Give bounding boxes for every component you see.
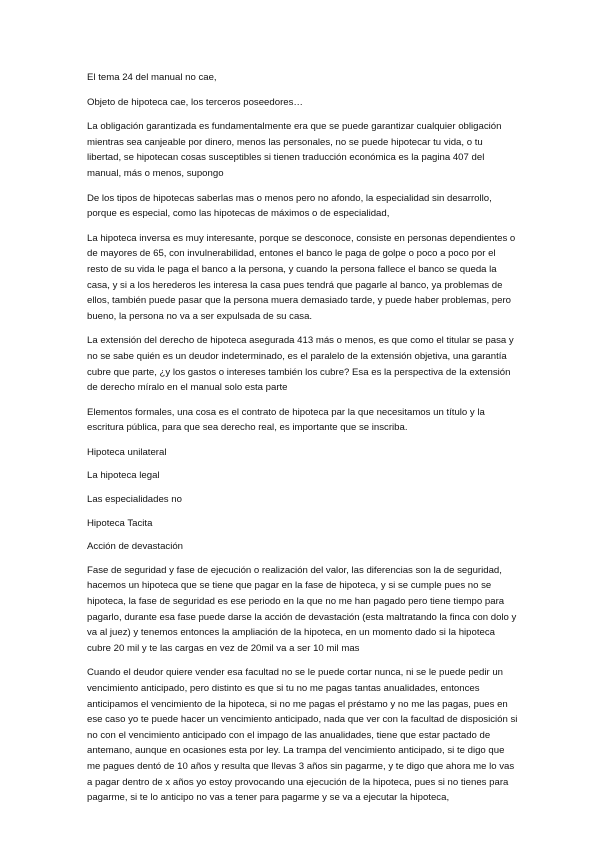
paragraph-hipoteca-inversa: La hipoteca inversa es muy interesante, porque se desconoce, consiste en personas dependientes o de mayores de 65, con invulnerabilidad, entones el banco le paga de golpe o poco a poco por el resto de su vida le paga el banco a la persona, y cuando la persona fallece el banco se queda la casa, y si a los herederos les interesa la casa pues tendrá que pagarle al banco, ya problemas de ellos, también puede pasar que la persona muera demasiado tarde, y puede haber problemas, pero bueno, la persona no va a ser expulsada de su casa.	[87, 232, 516, 322]
document-page	[87, 70, 519, 815]
list-item-especialidades: Las especialidades no	[87, 494, 182, 506]
paragraph-tipos-hipotecas: De los tipos de hipotecas saberlas mas o menos pero no afondo, la especialidad sin desarrollo, porque es especial, como las hipotecas de máximos o de especialidad,	[87, 192, 492, 220]
paragraph-obligacion-garantizada: La obligación garantizada es fundamentalmente era que se puede garantizar cualquier obligación mientras sea canjeable por dinero, menos las personales, no se puede hipotecar tu vida, o tu libertad, se hipotecan cosas susceptibles si tienen traducción económica es la pagina 407 del manual, más o menos, supongo	[87, 121, 502, 179]
paragraph-objeto-hipoteca: Objeto de hipoteca cae, los terceros poseedores…	[87, 96, 303, 108]
list-item-accion-devastacion: Acción de devastación	[87, 541, 183, 553]
list-item-hipoteca-unilateral: Hipoteca unilateral	[87, 446, 167, 458]
list-item-hipoteca-tacita: Hipoteca Tacita	[87, 517, 153, 529]
paragraph-tema-24: El tema 24 del manual no cae,	[87, 72, 217, 83]
list-item-hipoteca-legal: La hipoteca legal	[87, 470, 160, 482]
paragraph-extension-derecho: La extensión del derecho de hipoteca asegurada 413 más o menos, es que como el titular se pasa y no se sabe quién es un deudor indeterminado, es el paralelo de la extensión objetiva, una garantía cubre que parte, ¿y los gastos o intereses también los cubre? Esa es la perspectiva de la extensión de derecho míralo en el manual solo esta parte	[87, 335, 514, 394]
paragraph-fase-seguridad: Fase de seguridad y fase de ejecución o realización del valor, las diferencias son la de seguridad, hacemos un hipoteca que se tiene que pagar en la fase de hipoteca, y si se cumple pues no se hipoteca, la fase de seguridad es ese periodo en la que no me han pagado pero tiene tiempo para pagarlo, durante esa fase puede darse la acción de devastación (esta maltratando la finca con dolo y va al juez) y tenemos entonces la ampliación de la hipoteca, en un momento dado si la hipoteca cubre 20 mil y te las cargas en vez de 20mil va a ser 10 mil mas	[87, 564, 517, 654]
paragraph-vencimiento-anticipado: Cuando el deudor quiere vender esa facultad no se le puede cortar nunca, ni se le puede pedir un vencimiento anticipado, pero distinto es que si tu no me pagas tantas anualidades, entonces anticipamos el vencimiento de la hipoteca, si no me pagas el préstamo y no me las pagas, pues en ese caso yo te puede hacer un vencimiento anticipado, nada que ver con la facultad de disposición si no con el vencimiento anticipado con el impago de las anualidades, tiene que estar pactado de antemano, aunque en ocasiones esta por ley. La trampa del vencimiento anticipado, si te digo que me pagues dentó de 10 años y resulta que llevas 3 años sin pagarme, y te digo que ahora me lo vas a pagar dentro de x años yo estoy provocando una ejecución de la hipoteca, pues si no tienes para pagarme, si te lo anticipo no vas a tener para pagarme y se va a ejecutar la hipoteca,	[87, 667, 518, 804]
paragraph-elementos-formales: Elementos formales, una cosa es el contrato de hipoteca par la que necesitamos un título y la escritura pública, para que sea derecho real, es importante que se inscriba.	[87, 406, 485, 434]
